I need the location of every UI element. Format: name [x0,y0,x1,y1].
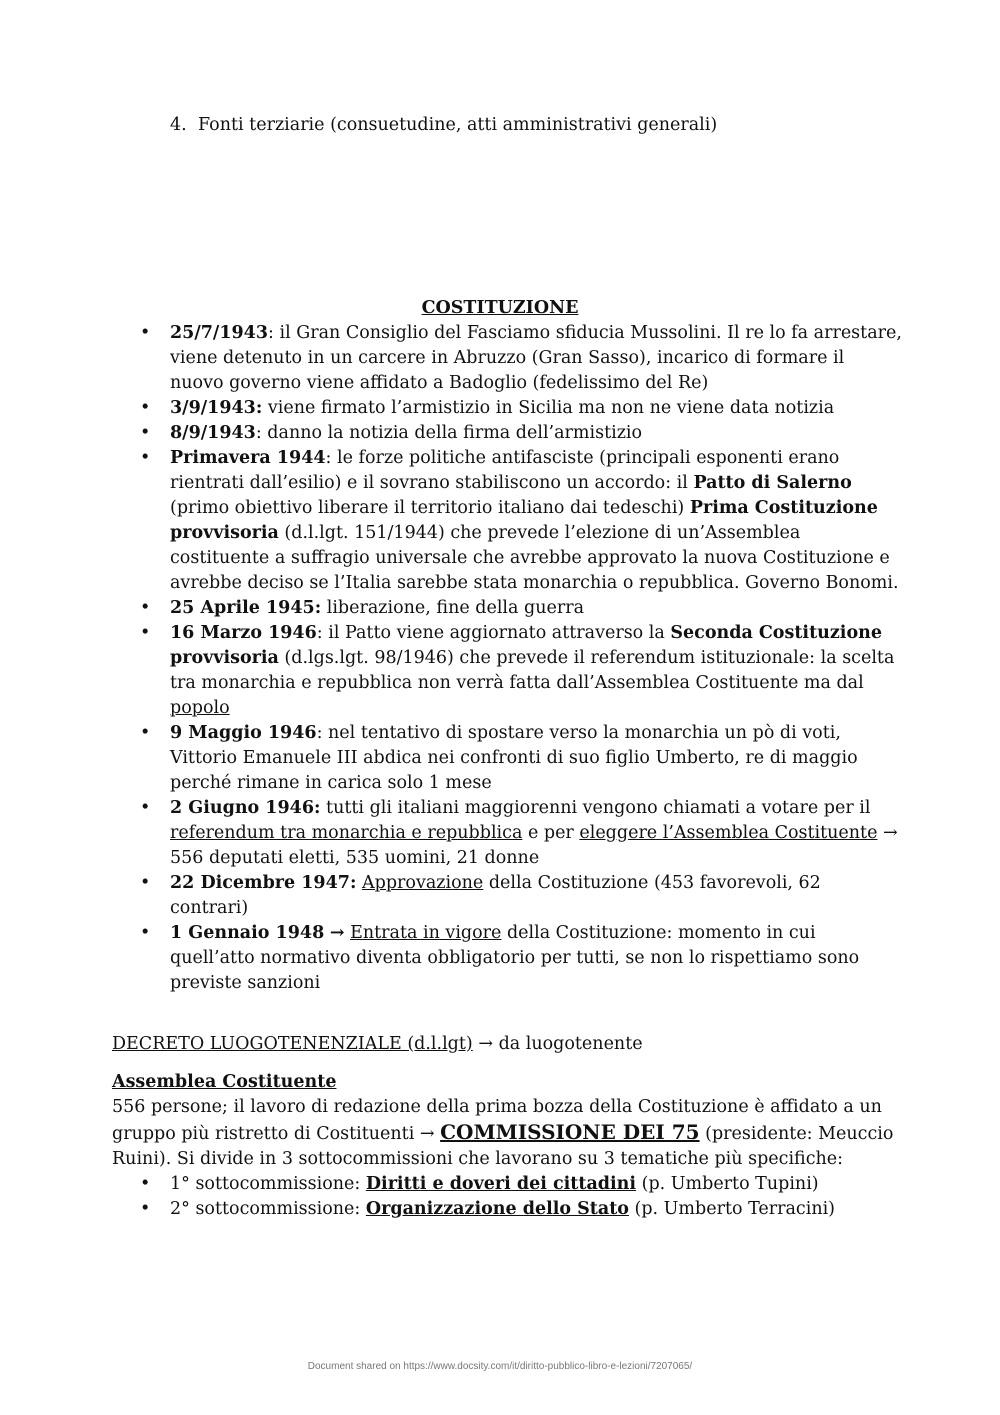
timeline-list [112,321,902,996]
bullet-icon: • [140,923,151,943]
item-bold-term: Prima Costituzione provvisoria [170,498,878,543]
list-item-text: Fonti terziarie (consuetudine, atti amministrativi generali) [198,115,718,135]
list-item [112,921,902,996]
item-bold-term: Patto di Salerno [693,473,852,493]
paragraph-text: 556 persone; il lavoro di redazione della prima bozza della Costituzione è affidato a un gruppo più ristretto di Costituenti [112,1097,882,1144]
bullet-icon: • [140,1199,151,1219]
arrow-icon: → [478,1034,493,1054]
list-item [112,621,902,721]
list-item [112,721,902,796]
assemblea-heading: Assemblea Costituente [112,1072,337,1092]
item-text: : le forze politiche antifasciste (principali esponenti erano rientrati dall’esilio) e il sovrano stabiliscono un accordo: il [170,448,840,493]
arrow-icon: → [329,923,345,943]
bullet-icon: • [140,798,151,818]
item-date: 9 Maggio 1946 [170,723,317,743]
bullet-icon: • [140,423,151,443]
item-text: : il Gran Consiglio del Fasciamo sfiducia Mussolini. Il re lo fa arrestare, viene detenuto in un carcere in Abruzzo (Gran Sasso), incarico di formare il nuovo governo viene affidato a Badoglio (fedelissimo del Re) [170,323,902,393]
decreto-text: da luogotenente [493,1034,643,1054]
list-number: 4. [170,115,187,135]
list-item [112,321,902,396]
subcommission-president: (p. Umberto Tupini) [636,1174,819,1194]
list-item [112,796,902,871]
subcommission-topic: Diritti e doveri dei cittadini [365,1174,637,1194]
item-text: : il Patto viene aggiornato attraverso la [316,623,671,643]
paragraph-text: (presidente: Meuccio Ruini). Si divide in 3 sottocommissioni che lavorano su 3 tematiche più specifiche: [112,1124,894,1169]
item-text: e per [522,823,580,843]
assemblea-paragraph [112,1095,902,1172]
item-text: (d.lgs.lgt. 98/1946) che prevede il referendum istituzionale: la scelta tra monarchia e repubblica non verrà fatta dall’Assemblea Costituente ma dal [170,648,895,693]
commission-title: COMMISSIONE DEI 75 [440,1120,700,1144]
bullet-icon: • [140,598,151,618]
item-underlined-term: popolo [170,698,230,718]
list-item [112,421,902,446]
bullet-icon: • [140,1174,151,1194]
bullet-icon: • [140,873,151,893]
list-item [112,396,902,421]
list-item [112,446,902,596]
item-date: 25/7/1943 [170,323,269,343]
list-item [112,596,902,621]
item-date: 25 Aprile 1945: [170,598,322,618]
item-text: tutti gli italiani maggiorenni vengono chiamati a votare per il [320,798,871,818]
list-item [112,871,902,921]
item-text: : danno la notizia della firma dell’armistizio [255,423,643,443]
item-text: (d.l.lgt. 151/1944) che prevede l’elezione di un’Assemblea costituente a suffragio universale che avrebbe approvato la nuova Costituzione e avrebbe deciso se l’Italia sarebbe stata monarchia o repubblica. Governo Bonomi. [170,523,899,593]
item-text: 556 deputati eletti, 535 uomini, 21 donne [170,848,540,868]
subcommission-president: (p. Umberto Terracini) [628,1199,836,1219]
footer-source-link[interactable]: Document shared on https://www.docsity.com/it/diritto-pubblico-libro-e-lezioni/7207065/ [307,1361,693,1372]
item-text: della Costituzione (453 favorevoli, 62 contrari) [170,873,821,918]
item-underlined-term: Approvazione [362,873,484,893]
item-underlined-term: referendum tra monarchia e repubblica [170,823,523,843]
bullet-icon: • [140,723,151,743]
bullet-icon: • [140,623,151,643]
subcommission-topic: Organizzazione dello Stato [365,1199,629,1219]
list-item [112,1197,902,1222]
decreto-term: DECRETO LUOGOTENENZIALE (d.l.lgt) [112,1034,473,1054]
arrow-icon: → [883,823,898,843]
item-date: 8/9/1943 [170,423,256,443]
item-text: : nel tentativo di spostare verso la monarchia un pò di voti, Vittorio Emanuele III abdica nei confronti di suo figlio Umberto, re di maggio perché rimane in carica solo 1 mese [170,723,858,793]
item-text: viene firmato l’armistizio in Sicilia ma non ne viene data notizia [262,398,835,418]
item-text: liberazione, fine della guerra [321,598,584,618]
list-item [112,1172,902,1197]
item-date: 2 Giugno 1946: [170,798,321,818]
decreto-definition [112,1032,902,1057]
item-date: 22 Dicembre 1947: [170,873,357,893]
item-underlined-term: eleggere l’Assemblea Costituente [579,823,878,843]
item-date: 1 Gennaio 1948 [170,923,325,943]
bullet-icon: • [140,398,151,418]
assemblea-section [112,1070,902,1222]
item-date: Primavera 1944 [170,448,326,468]
arrow-icon: → [419,1124,435,1144]
bullet-icon: • [140,448,151,468]
item-underlined-term: Entrata in vigore [350,923,502,943]
subcommission-prefix: 2° sottocommissione: [170,1199,366,1219]
item-date: 16 Marzo 1946 [170,623,317,643]
subcommission-prefix: 1° sottocommissione: [170,1174,366,1194]
bullet-icon: • [140,323,151,343]
subcommission-list [112,1172,902,1222]
item-text: (primo obiettivo liberare il territorio italiano dai tedeschi) [170,498,690,518]
section-title: COSTITUZIONE [421,298,579,318]
item-bold-term: Seconda Costituzione provvisoria [170,623,882,668]
item-date: 3/9/1943: [170,398,263,418]
item-text: della Costituzione: momento in cui quell’atto normativo diventa obbligatorio per tutti, se non lo rispettiamo sono previste sanzioni [170,923,860,993]
numbered-list-item-4 [170,113,717,138]
